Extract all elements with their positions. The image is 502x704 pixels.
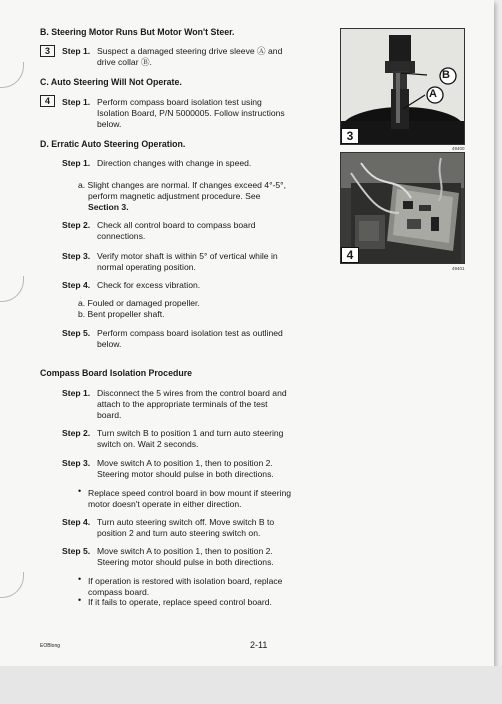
section-d-step3-line1: Verify motor shaft is within 5° of vertical while in <box>97 251 278 261</box>
bullet-marker: • <box>78 595 82 605</box>
compass-bullet1-line1: Replace speed control board in bow mount if steering <box>88 488 292 498</box>
figure-3-id: 49400 <box>452 146 465 151</box>
compass-step3-line1: Move switch A to position 1, then to position 2. <box>97 458 273 468</box>
bullet-marker: • <box>78 574 82 584</box>
footer-doc-code: EOBlong <box>40 643 61 649</box>
compass-step5-label: Step 5. <box>62 546 91 556</box>
compass-step1-line1: Disconnect the 5 wires from the control board and <box>97 388 287 398</box>
section-d-step3-label: Step 3. <box>62 251 91 261</box>
section-b-step1-label: Step 1. <box>62 46 91 56</box>
page-number: 2-11 <box>250 640 268 650</box>
compass-step1-label: Step 1. <box>62 388 91 398</box>
compass-step2-line1: Turn switch B to position 1 and turn auto steering <box>97 428 284 438</box>
figure-3-photo <box>340 28 465 145</box>
compass-step4-line1: Turn auto steering switch off. Move switch B to <box>97 517 275 527</box>
compass-step2-label: Step 2. <box>62 428 91 438</box>
compass-bullet3: If it fails to operate, replace speed control board. <box>88 597 272 607</box>
compass-procedure-heading: Compass Board Isolation Procedure <box>40 368 193 378</box>
compass-step5-line2: Steering motor should pulse in both directions. <box>97 557 274 567</box>
compass-bullet2-line2: compass board. <box>88 587 150 597</box>
figure-ref-4: 4 <box>40 95 55 107</box>
figure-3-number: 3 <box>341 128 359 144</box>
binder-hole-mark <box>0 276 24 302</box>
compass-step1-line3: board. <box>97 410 122 420</box>
section-d-step4-label: Step 4. <box>62 280 91 290</box>
section-c-step1-line2: Isolation Board, P/N 5000005. Follow instructions <box>97 108 285 118</box>
section-d-step5-line1: Perform compass board isolation test as outlined <box>97 328 283 338</box>
compass-bullet2-line1: If operation is restored with isolation board, replace <box>88 576 283 586</box>
section-b-heading: B. Steering Motor Runs But Motor Won't Steer. <box>40 27 235 37</box>
compass-step4-label: Step 4. <box>62 517 91 527</box>
binder-hole-mark <box>0 62 24 88</box>
binder-hole-mark <box>0 572 24 598</box>
compass-step3-label: Step 3. <box>62 458 91 468</box>
section-d-step4b: b. Bent propeller shaft. <box>78 309 165 319</box>
section-c-heading: C. Auto Steering Will Not Operate. <box>40 77 182 87</box>
section-b-step1-line1: Suspect a damaged steering drive sleeve Ⓐ and <box>97 46 283 56</box>
compass-step2-line2: switch on. Wait 2 seconds. <box>97 439 199 449</box>
section-d-heading: D. Erratic Auto Steering Operation. <box>40 139 186 149</box>
section-b-step1-line2: drive collar Ⓑ. <box>97 57 152 67</box>
section-c-step1-line3: below. <box>97 119 122 129</box>
section-d-step5-label: Step 5. <box>62 328 91 338</box>
background-margin <box>0 666 502 704</box>
section-d-step4-text: Check for excess vibration. <box>97 280 201 290</box>
section-c-step1-line1: Perform compass board isolation test using <box>97 97 262 107</box>
section-d-step2-label: Step 2. <box>62 220 91 230</box>
callout-a-label: A <box>429 88 437 100</box>
compass-step5-line1: Move switch A to position 1, then to position 2. <box>97 546 273 556</box>
section-d-step2-line1: Check all control board to compass board <box>97 220 256 230</box>
section-d-step5-line2: below. <box>97 339 122 349</box>
section-d-step1-text: Direction changes with change in speed. <box>97 158 252 168</box>
compass-step1-line2: attach to the appropriate terminals of the test <box>97 399 268 409</box>
compass-bullet1-line2: motor doesn't operate in either direction. <box>88 499 242 509</box>
figure-ref-3: 3 <box>40 45 55 57</box>
compass-step3-line2: Steering motor should pulse in both directions. <box>97 469 274 479</box>
section-c-step1-label: Step 1. <box>62 97 91 107</box>
section-d-step2-line2: connections. <box>97 231 146 241</box>
figure-4-number: 4 <box>341 247 359 263</box>
section-d-step3-line2: normal operating position. <box>97 262 196 272</box>
figure-4-id: 49401 <box>452 266 465 271</box>
section-d-step1a-line3: Section 3. <box>88 202 129 212</box>
bullet-marker: • <box>78 486 82 496</box>
section-d-step1a-line1: a. Slight changes are normal. If changes exceed 4°-5°, <box>78 180 286 190</box>
compass-step4-line2: position 2 and turn auto steering switch on. <box>97 528 261 538</box>
section-d-step4a: a. Fouled or damaged propeller. <box>78 298 200 308</box>
section-d-step1-label: Step 1. <box>62 158 91 168</box>
section-d-step1a-line2: perform magnetic adjustment procedure. See <box>88 191 261 201</box>
steering-motor-illustration <box>341 29 465 145</box>
compass-board-illustration <box>341 153 465 264</box>
callout-b-label: B <box>442 69 450 81</box>
figure-4-photo <box>340 152 465 264</box>
